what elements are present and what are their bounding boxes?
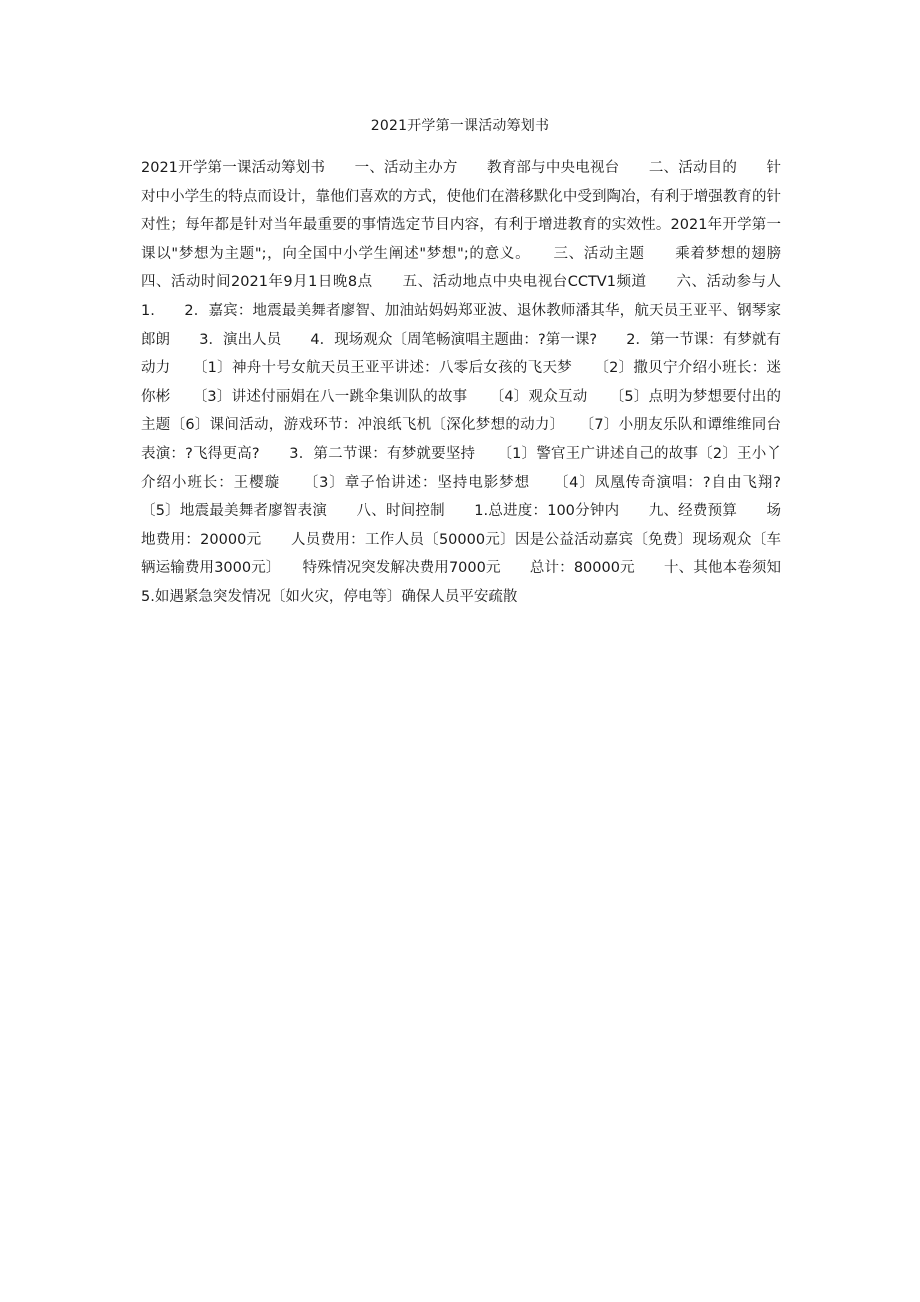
document-body: 2021开学第一课活动筹划书 一、活动主办方 教育部与中央电视台 二、活动目的 针对中小学生的特点而设计，靠他们喜欢的方式，使他们在潜移默化中受到陶冶，有利于增强教育的针对性；每年都是针对当年最重要的事情选定节目内容，有利于增进教育的实效性。2021年开学第一课以"梦想为主题";，向全国中小学生阐述"梦想";的意义。 三、活动主题 乘着梦想的翅膀 四、活动时间2021年9月1日晚8点 五、活动地点中央电视台CCTV1频道 六、活动参与人 1. 2．嘉宾：地震最美舞者廖智、加油站妈妈郑亚波、退休教师潘其华，航天员王亚平、钢琴家郎朗 3．演出人员 4．现场观众〔周笔畅演唱主题曲：?第一课? 2．第一节课：有梦就有动力 〔1〕神舟十号女航天员王亚平讲述：八零后女孩的飞天梦 〔2〕撒贝宁介绍小班长：迷你彬 〔3〕讲述付丽娟在八一跳伞集训队的故事 〔4〕观众互动 〔5〕点明为梦想要付出的主题〔6〕课间活动，游戏环节：冲浪纸飞机〔深化梦想的动力〕 〔7〕小朋友乐队和谭维维同台表演：?飞得更高? 3．第二节课：有梦就要坚持 〔1〕警官王广讲述自己的故事〔2〕王小丫介绍小班长：王樱璇 〔3〕章子怡讲述：坚持电影梦想 〔4〕凤凰传奇演唱：?自由飞翔? 〔5〕地震最美舞者廖智表演 八、时间控制 1.总进度：100分钟内 九、经费预算 场地费用：20000元 人员费用：工作人员〔50000元〕因是公益活动嘉宾〔免费〕现场观众〔车辆运输费用3000元〕 特殊情况突发解决费用7000元 总计：80000元 十、其他本卷须知 5.如遇紧急突发情况〔如火灾，停电等〕确保人员平安疏散 xyxy=(141,160,810,605)
document-title: 2021开学第一课活动筹划书 xyxy=(370,118,550,134)
